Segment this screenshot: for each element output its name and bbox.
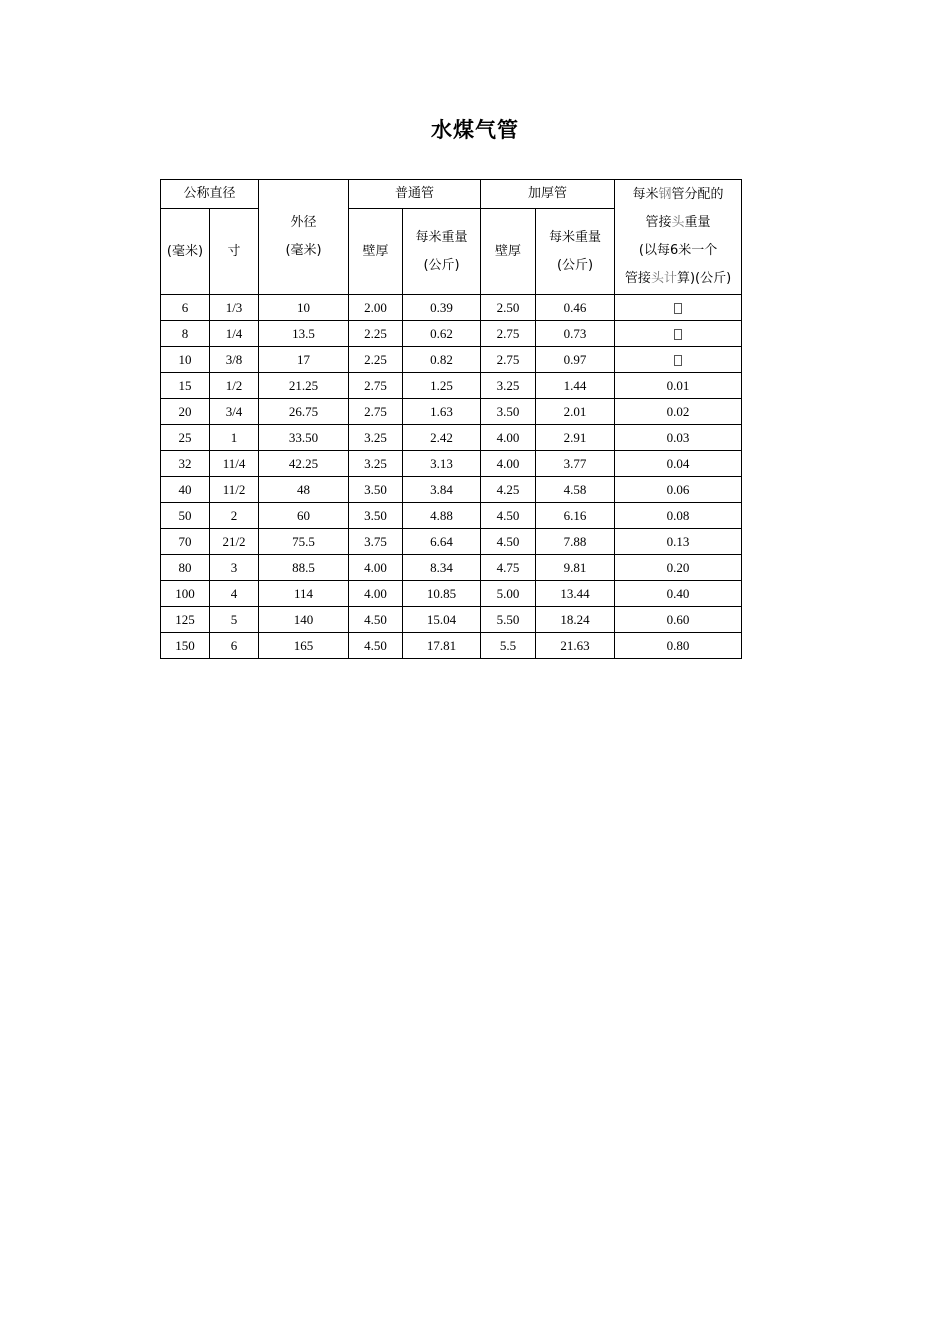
table-cell: 3.50 bbox=[349, 503, 403, 529]
table-cell: 10 bbox=[161, 347, 210, 373]
table-cell: 4.58 bbox=[536, 477, 615, 503]
table-cell: 0.97 bbox=[536, 347, 615, 373]
table-cell: 80 bbox=[161, 555, 210, 581]
table-cell: 6 bbox=[161, 295, 210, 321]
table-cell: 3.84 bbox=[403, 477, 481, 503]
table-cell: 26.75 bbox=[259, 399, 349, 425]
header-outer-diameter-line1: 外径 bbox=[290, 215, 317, 230]
table-cell: 0.73 bbox=[536, 321, 615, 347]
table-cell: 2.75 bbox=[349, 373, 403, 399]
table-cell: 50 bbox=[161, 503, 210, 529]
table-cell: 33.50 bbox=[259, 425, 349, 451]
table-cell: 8 bbox=[161, 321, 210, 347]
table-cell: 21.63 bbox=[536, 633, 615, 659]
pipe-spec-table bbox=[160, 179, 742, 659]
table-cell: 0.39 bbox=[403, 295, 481, 321]
table-cell: 4 bbox=[210, 581, 259, 607]
table-cell: 11/2 bbox=[210, 477, 259, 503]
table-row bbox=[161, 399, 742, 425]
table-cell: 0.06 bbox=[615, 477, 742, 503]
table-cell: 4.50 bbox=[481, 503, 536, 529]
table-cell: 48 bbox=[259, 477, 349, 503]
table-cell: 9.81 bbox=[536, 555, 615, 581]
table-cell: 165 bbox=[259, 633, 349, 659]
header-joint-weight bbox=[615, 180, 742, 295]
table-row bbox=[161, 373, 742, 399]
table-cell: 4.25 bbox=[481, 477, 536, 503]
table-row bbox=[161, 451, 742, 477]
table-cell: 2.00 bbox=[349, 295, 403, 321]
header-thick-pipe: 加厚管 bbox=[481, 180, 615, 209]
table-cell: 1.44 bbox=[536, 373, 615, 399]
table-cell bbox=[615, 321, 742, 347]
header-thick-weight: 每米重量 (公斤) bbox=[536, 209, 615, 295]
table-cell: 25 bbox=[161, 425, 210, 451]
table-cell: 6 bbox=[210, 633, 259, 659]
table-cell: 17.81 bbox=[403, 633, 481, 659]
header-outer-diameter bbox=[259, 180, 349, 295]
table-row bbox=[161, 477, 742, 503]
table-cell: 125 bbox=[161, 607, 210, 633]
table-row bbox=[161, 321, 742, 347]
table-cell: 17 bbox=[259, 347, 349, 373]
table-cell: 8.34 bbox=[403, 555, 481, 581]
table-cell: 60 bbox=[259, 503, 349, 529]
header-thick-wall: 壁厚 bbox=[481, 209, 536, 295]
table-row bbox=[161, 555, 742, 581]
table-cell: 5.50 bbox=[481, 607, 536, 633]
table-cell: 1.25 bbox=[403, 373, 481, 399]
header-joint-line1: 每米钢管分配的 bbox=[632, 187, 724, 202]
table-cell: 75.5 bbox=[259, 529, 349, 555]
table-cell: 0.02 bbox=[615, 399, 742, 425]
table-cell: 3.25 bbox=[349, 451, 403, 477]
table-cell: 140 bbox=[259, 607, 349, 633]
table-cell: 4.00 bbox=[481, 425, 536, 451]
table-cell: 4.75 bbox=[481, 555, 536, 581]
table-cell: 5.00 bbox=[481, 581, 536, 607]
table-cell: 3.13 bbox=[403, 451, 481, 477]
table-cell: 2 bbox=[210, 503, 259, 529]
table-cell: 32 bbox=[161, 451, 210, 477]
table-cell: 6.64 bbox=[403, 529, 481, 555]
header-normal-weight: 每米重量 (公斤) bbox=[403, 209, 481, 295]
table-cell: 42.25 bbox=[259, 451, 349, 477]
table-cell: 2.42 bbox=[403, 425, 481, 451]
table-cell: 4.00 bbox=[349, 581, 403, 607]
table-cell: 13.44 bbox=[536, 581, 615, 607]
table-cell: 0.82 bbox=[403, 347, 481, 373]
table-row bbox=[161, 529, 742, 555]
table-cell: 0.20 bbox=[615, 555, 742, 581]
table-cell: 6.16 bbox=[536, 503, 615, 529]
missing-glyph-icon bbox=[674, 303, 682, 314]
table-cell: 150 bbox=[161, 633, 210, 659]
table-cell: 15.04 bbox=[403, 607, 481, 633]
header-joint-line2: 管接头重量 bbox=[645, 215, 711, 230]
table-cell: 13.5 bbox=[259, 321, 349, 347]
table-cell bbox=[615, 347, 742, 373]
table-cell: 3/8 bbox=[210, 347, 259, 373]
table-cell: 0.13 bbox=[615, 529, 742, 555]
table-cell: 2.25 bbox=[349, 321, 403, 347]
table-cell: 0.03 bbox=[615, 425, 742, 451]
table-cell: 0.01 bbox=[615, 373, 742, 399]
table-cell: 0.40 bbox=[615, 581, 742, 607]
table-body bbox=[161, 295, 742, 659]
table-cell: 70 bbox=[161, 529, 210, 555]
header-nominal-diameter: 公称直径 bbox=[161, 180, 259, 209]
table-cell: 2.91 bbox=[536, 425, 615, 451]
table-cell: 21/2 bbox=[210, 529, 259, 555]
table-cell: 100 bbox=[161, 581, 210, 607]
table-row bbox=[161, 347, 742, 373]
header-normal-wall: 壁厚 bbox=[349, 209, 403, 295]
table-cell: 2.75 bbox=[349, 399, 403, 425]
table-cell: 3 bbox=[210, 555, 259, 581]
table-cell: 3.25 bbox=[349, 425, 403, 451]
table-cell: 2.75 bbox=[481, 347, 536, 373]
page-title: 水煤气管 bbox=[431, 118, 519, 142]
table-cell: 3.50 bbox=[349, 477, 403, 503]
table-row bbox=[161, 503, 742, 529]
table-cell: 4.00 bbox=[481, 451, 536, 477]
missing-glyph-icon bbox=[674, 329, 682, 340]
table-cell: 21.25 bbox=[259, 373, 349, 399]
table-row bbox=[161, 425, 742, 451]
table-cell: 18.24 bbox=[536, 607, 615, 633]
table-cell: 3.75 bbox=[349, 529, 403, 555]
table-cell: 3.77 bbox=[536, 451, 615, 477]
header-outer-diameter-line2: (毫米) bbox=[285, 243, 322, 258]
header-joint-line4: 管接头计算)(公斤) bbox=[624, 271, 732, 286]
table-cell: 20 bbox=[161, 399, 210, 425]
table-cell: 1/2 bbox=[210, 373, 259, 399]
table-cell: 2.01 bbox=[536, 399, 615, 425]
table-cell: 1/4 bbox=[210, 321, 259, 347]
table-cell bbox=[615, 295, 742, 321]
table-cell: 5 bbox=[210, 607, 259, 633]
table-cell: 3.25 bbox=[481, 373, 536, 399]
table-cell: 10 bbox=[259, 295, 349, 321]
table-row bbox=[161, 607, 742, 633]
table-row bbox=[161, 295, 742, 321]
header-mm: (毫米) bbox=[161, 209, 210, 295]
table-cell: 7.88 bbox=[536, 529, 615, 555]
table-cell: 4.00 bbox=[349, 555, 403, 581]
table-cell: 3.50 bbox=[481, 399, 536, 425]
table-cell: 1/3 bbox=[210, 295, 259, 321]
table-cell: 0.60 bbox=[615, 607, 742, 633]
table-cell: 4.50 bbox=[349, 607, 403, 633]
header-inch: 寸 bbox=[210, 209, 259, 295]
table-cell: 4.50 bbox=[481, 529, 536, 555]
table-cell: 0.80 bbox=[615, 633, 742, 659]
table-cell: 1.63 bbox=[403, 399, 481, 425]
table-cell: 0.08 bbox=[615, 503, 742, 529]
table-cell: 2.75 bbox=[481, 321, 536, 347]
header-normal-pipe: 普通管 bbox=[349, 180, 481, 209]
table-cell: 4.50 bbox=[349, 633, 403, 659]
header-joint-line3: (以每6米一个 bbox=[638, 243, 718, 258]
table-cell: 10.85 bbox=[403, 581, 481, 607]
table-cell: 40 bbox=[161, 477, 210, 503]
table-cell: 15 bbox=[161, 373, 210, 399]
missing-glyph-icon bbox=[674, 355, 682, 366]
table-cell: 3/4 bbox=[210, 399, 259, 425]
table-row bbox=[161, 581, 742, 607]
table-cell: 88.5 bbox=[259, 555, 349, 581]
table-row bbox=[161, 633, 742, 659]
table-cell: 1 bbox=[210, 425, 259, 451]
table-cell: 2.50 bbox=[481, 295, 536, 321]
table-cell: 4.88 bbox=[403, 503, 481, 529]
table-cell: 2.25 bbox=[349, 347, 403, 373]
table-cell: 0.46 bbox=[536, 295, 615, 321]
table-cell: 11/4 bbox=[210, 451, 259, 477]
table-cell: 0.04 bbox=[615, 451, 742, 477]
table-cell: 5.5 bbox=[481, 633, 536, 659]
table-cell: 0.62 bbox=[403, 321, 481, 347]
table-cell: 114 bbox=[259, 581, 349, 607]
